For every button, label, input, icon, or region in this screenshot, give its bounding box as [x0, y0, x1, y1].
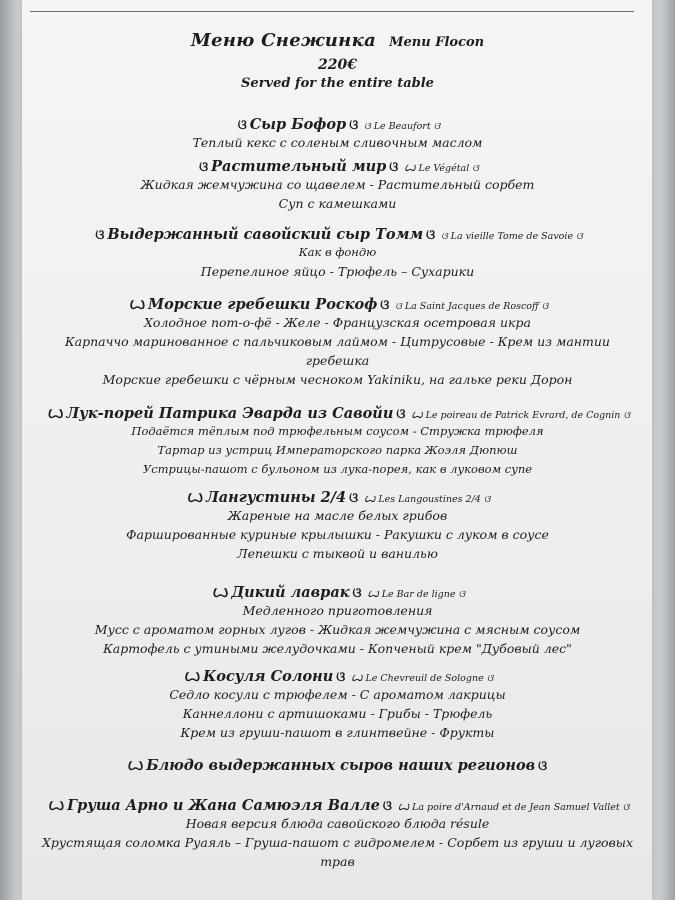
- course-saint-jacques: [0, 296, 675, 389]
- course-cheese: [0, 757, 675, 774]
- course-name-fr: Ꙍ Le Bar de ligne ଓ: [367, 589, 466, 600]
- course-name-fr: ଓ La vieille Tome de Savoie ଓ: [441, 231, 583, 242]
- course-line: Суп с камешками: [278, 196, 397, 211]
- course-line: Как в фондю: [298, 245, 377, 259]
- ornament-icon: ଓ: [95, 228, 105, 243]
- course-heading: [0, 584, 675, 601]
- course-tome: [0, 226, 675, 281]
- course-line: Каннеллони с артишоками - Грибы - Трюфель: [182, 706, 493, 721]
- ornament-icon: ଓ: [389, 160, 399, 175]
- ornament-icon: Ꙍ: [187, 491, 203, 506]
- course-name: Выдержанный савойский сыр Томм: [107, 226, 424, 243]
- course-line: Подаётся тёплым под трюфельным соусом - Стружка трюфеля: [131, 424, 544, 438]
- ornament-icon: Ꙍ: [129, 298, 146, 313]
- ornament-icon: ଓ: [199, 160, 209, 175]
- course-name: Блюдо выдержанных сыров наших регионов: [146, 757, 536, 774]
- course-name-fr: Ꙍ Le poireau de Patrick Evrard, de Cognin ଓ: [411, 410, 630, 421]
- course-name: Лангустины 2/4: [205, 489, 347, 506]
- course-line: Устрицы-пашот с бульоном из лука-порея, как в луковом супе: [142, 462, 533, 476]
- course-name-fr: Ꙍ Les Langoustines 2/4 ଓ: [364, 494, 491, 505]
- course-beaufort: [0, 116, 675, 152]
- course-name: Косуля Солони: [203, 668, 334, 685]
- course-line: Холодное пот-о-фё - Желе - Французская осетровая икра: [144, 315, 531, 330]
- course-name: Сыр Бофор: [249, 116, 347, 133]
- served-note: Served for the entire table: [241, 76, 434, 91]
- course-heading: [0, 668, 675, 685]
- course-line: Жидкая жемчужина со щавелем - Растительный сорбет: [140, 177, 535, 192]
- top-divider: [30, 11, 634, 12]
- course-line: Перепелиное яйцо - Трюфель – Сухарики: [200, 264, 475, 279]
- course-vegetal: [0, 158, 675, 213]
- ornament-icon: ଓ: [352, 586, 362, 601]
- course-poireau: [0, 405, 675, 479]
- course-name-fr: ଓ La Saint Jacques de Roscoff ଓ: [395, 301, 549, 312]
- menu-title-ru: Меню Снежинка: [190, 30, 377, 51]
- ornament-icon: ଓ: [237, 118, 247, 133]
- course-heading: [0, 757, 675, 774]
- course-name: Дикий лаврак: [231, 584, 350, 601]
- course-name-fr: ଓ Le Beaufort ଓ: [364, 121, 441, 132]
- ornament-icon: ଓ: [336, 670, 346, 685]
- course-heading: [0, 116, 675, 133]
- course-poire: [0, 797, 675, 871]
- ornament-icon: ଓ: [396, 407, 406, 422]
- ornament-icon: ଓ: [426, 228, 436, 243]
- menu-price: 220€: [318, 57, 357, 73]
- course-heading: [0, 296, 675, 313]
- ornament-icon: ଓ: [380, 298, 390, 313]
- course-name: Груша Арно и Жана Самюэля Валле: [67, 797, 380, 814]
- menu-title: [0, 30, 675, 51]
- course-name: Лук-порей Патрика Эварда из Савойи: [66, 405, 394, 422]
- course-name-fr: Ꙍ La poire d'Arnaud et de Jean Samuel Vallet ଓ: [397, 802, 630, 813]
- course-line: Жареные на масле белых грибов: [227, 508, 448, 523]
- course-langoustines: [0, 489, 675, 563]
- course-line: Фаршированные куриные крылышки - Ракушки с луком в соусе: [126, 527, 549, 542]
- course-name: Растительный мир: [211, 158, 387, 175]
- ornament-icon: Ꙍ: [48, 799, 65, 814]
- course-heading: [0, 797, 675, 814]
- ornament-icon: ଓ: [349, 491, 359, 506]
- course-line: Тартар из устриц Императорского парка Жоэля Дюпюш: [157, 443, 518, 457]
- course-line: Мусс с ароматом горных лугов - Жидкая жемчужина с мясным соусом: [94, 622, 581, 637]
- course-heading: [0, 226, 675, 243]
- ornament-icon: Ꙍ: [212, 586, 229, 601]
- course-line: Седло косули с трюфелем - С ароматом лакрицы: [169, 687, 506, 702]
- menu-header: [0, 30, 675, 91]
- course-line: гребешка: [305, 353, 370, 368]
- course-line: Карпаччо маринованное с пальчиковым лаймом - Цитрусовые - Крем из мантии: [64, 334, 610, 349]
- ornament-icon: Ꙍ: [127, 759, 144, 774]
- course-line: Теплый кекс с соленым сливочным маслом: [192, 135, 483, 150]
- course-line: Хрустящая соломка Руаяль – Груша-пашот с гидромелем - Сорбет из груши и луговых: [41, 835, 634, 850]
- course-line: Медленного приготовления: [242, 603, 433, 618]
- ornament-icon: ଓ: [382, 799, 392, 814]
- course-heading: [0, 158, 675, 175]
- menu-title-fr: Menu Flocon: [389, 35, 485, 50]
- ornament-icon: ଓ: [349, 118, 359, 133]
- ornament-icon: Ꙍ: [184, 670, 201, 685]
- course-bar: [0, 584, 675, 658]
- ornament-icon: Ꙍ: [48, 407, 64, 422]
- course-name-fr: Ꙍ Le Végétal ଓ: [404, 163, 479, 174]
- course-heading: [0, 489, 675, 506]
- course-heading: [0, 405, 675, 422]
- course-line: Крем из груши-пашот в глинтвейне - Фрукты: [180, 725, 495, 740]
- course-line: Морские гребешки с чёрным чесноком Yakiniku, на гальке реки Дорон: [102, 372, 573, 387]
- course-chevreuil: [0, 668, 675, 742]
- ornament-icon: ଓ: [538, 759, 548, 774]
- course-line: Новая версия блюда савойского блюда résule: [185, 816, 490, 831]
- course-name-fr: Ꙍ Le Chevreuil de Sologne ଓ: [351, 673, 494, 684]
- course-line: трав: [320, 854, 355, 869]
- course-line: Лепешки с тыквой и ванилью: [237, 546, 438, 561]
- course-line: Картофель с утиными желудочками - Копченый крем "Дубовый лес": [103, 641, 572, 656]
- course-name: Морские гребешки Роскоф: [148, 296, 378, 313]
